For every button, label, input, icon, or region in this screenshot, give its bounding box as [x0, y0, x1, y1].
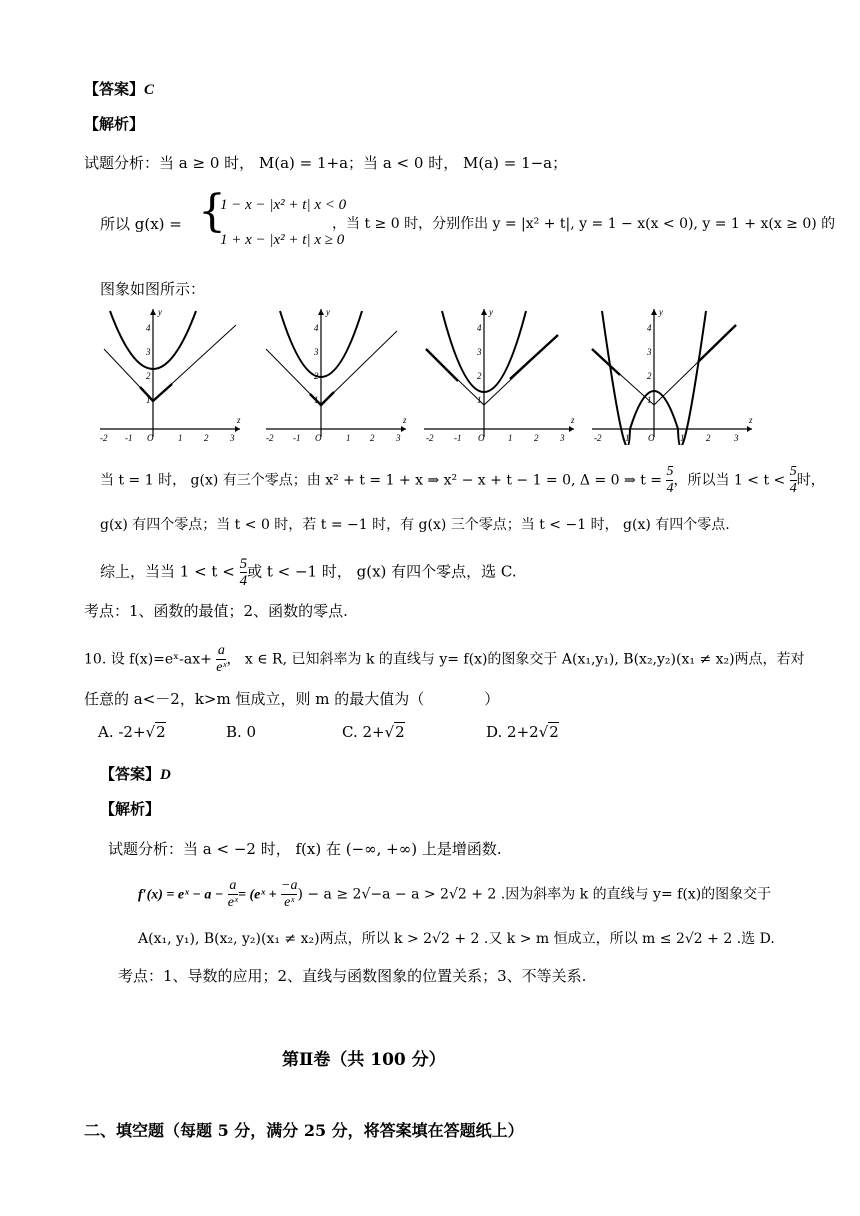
q9-frac-2: [790, 464, 797, 497]
q9-line6b: 或 t < −1 时， g(x) 有四个零点，选 C.: [247, 562, 517, 581]
q9-line3: 图象如图所示：: [100, 280, 206, 298]
q9-line4a: 当 t = 1 时， g(x) 有三个零点；由 x² + t = 1 + x ⇒ x² − x + t − 1 = 0, Δ = 0 ⇒ t =: [100, 472, 663, 489]
q10-frac-2-num: −a: [281, 878, 298, 893]
q9-answer-label: 【答案】: [84, 80, 145, 98]
q9-frac-1-den: 4: [666, 481, 674, 496]
q10-answer-label: 【答案】: [100, 765, 161, 783]
q9-line1: 试题分析：当 a ≥ 0 时， M(a) = 1+a；当 a < 0 时， M(a) = 1−a；: [84, 154, 568, 172]
q10-option-a: [98, 723, 166, 741]
q10-line1: 试题分析：当 a < −2 时， f(x) 在 (−∞, +∞) 上是增函数.: [108, 840, 502, 858]
graph-4-tick-x3: 1: [680, 433, 685, 443]
q9-line4c: 时，: [796, 472, 825, 489]
q10-option-c-label: C. 2+: [342, 723, 385, 741]
q9-line5: g(x) 有四个零点；当 t < 0 时，若 t = −1 时，有 g(x) 三个零点；当 t < −1 时， g(x) 有四个零点.: [100, 517, 730, 533]
q10-stem-frac: [216, 643, 226, 676]
graph-1: [96, 305, 246, 445]
graph-4-origin: O: [648, 433, 655, 443]
q10-stem-b: ， x ∈ R, 已知斜率为 k 的直线与 y= f(x)的图象交于 A(x₁,y₁), B(x₂,y₂)(x₁ ≠ x₂)两点，若对: [226, 651, 805, 668]
graph-1-tick-x5: 3: [230, 433, 235, 443]
graph-1-tick-y4: 4: [146, 323, 151, 333]
q10-option-b: [226, 723, 256, 741]
q10-stem-line2: 任意的 a<－2，k>m 恒成立，则 m 的最大值为（ ）: [84, 690, 500, 708]
graph-3-tick-x0: -2: [426, 433, 434, 443]
q10-option-d-sqrt-sign: √: [538, 723, 549, 741]
graph-4: [588, 305, 758, 445]
q10-answer-value: D: [160, 767, 171, 783]
q10-frac-2: [281, 878, 297, 911]
graph-1-tick-x0: -2: [100, 433, 108, 443]
q9-frac-3-den: 4: [239, 573, 248, 589]
graph-4-axis-x: z: [749, 415, 753, 425]
graph-2-tick-x3: 1: [346, 433, 351, 443]
graph-3-tick-y3: 3: [477, 347, 482, 357]
graph-2: [262, 305, 412, 445]
q10-line2: [138, 878, 771, 911]
graph-4-tick-y3: 3: [647, 347, 652, 357]
q9-frac-2-den: 4: [789, 481, 797, 496]
q10-kaodian: 考点：1、导数的应用；2、直线与函数图象的位置关系；3、不等关系.: [118, 967, 587, 985]
graph-4-tick-x5: 3: [734, 433, 739, 443]
graph-1-tick-y2: 2: [146, 371, 151, 381]
q9-line6a: 综上，当当 1 < t <: [100, 562, 235, 581]
q9-case1: 1 − x − |x² + t| x < 0: [220, 197, 347, 213]
graph-2-tick-x1: -1: [293, 433, 301, 443]
graph-2-tick-y1: 1: [314, 395, 319, 405]
q9-line4b: ，所以当 1 < t <: [673, 472, 786, 489]
graph-1-tick-x3: 1: [178, 433, 183, 443]
graph-2-tick-x0: -2: [266, 433, 274, 443]
q10-line2a: f′(x) = eˣ − a −: [138, 887, 224, 903]
q9-brace: {: [198, 186, 226, 237]
q10-option-a-label: A. -2+: [98, 723, 146, 741]
q10-stem-line1: [84, 643, 805, 676]
q10-option-d-label: D. 2+2: [486, 723, 539, 741]
graph-4-tick-x1: -1: [622, 433, 630, 443]
section-title: 第Ⅱ卷（共 100 分）: [282, 1050, 446, 1070]
graph-4-tick-y2: 2: [647, 371, 652, 381]
graph-1-axis-y: y: [158, 307, 162, 317]
graph-4-tick-x0: -2: [594, 433, 602, 443]
graph-2-tick-y3: 3: [314, 347, 319, 357]
q10-answer: [100, 763, 171, 784]
graph-2-tick-x5: 3: [396, 433, 401, 443]
q9-line4: [100, 464, 825, 497]
graph-3-tick-x1: -1: [454, 433, 462, 443]
q9-frac-1-num: 5: [666, 464, 674, 479]
q10-option-d-radicand: 2: [549, 723, 559, 741]
graph-1-tick-y3: 3: [146, 347, 151, 357]
graph-3-tick-y2: 2: [477, 371, 482, 381]
graph-3-tick-x5: 3: [560, 433, 565, 443]
graph-2-tick-y2: 2: [314, 371, 319, 381]
q10-stem-frac-num: a: [217, 643, 225, 658]
q10-option-a-radicand: 2: [156, 723, 166, 741]
graph-3-axis-y: y: [489, 307, 493, 317]
graph-1-axis-x: z: [237, 415, 241, 425]
q9-frac-3: [240, 556, 248, 589]
graph-4-tick-y4: 4: [647, 323, 652, 333]
graph-2-tick-y4: 4: [314, 323, 319, 333]
q10-frac-1: [228, 878, 238, 911]
q9-analysis-label: 【解析】: [84, 115, 145, 133]
graph-3: [420, 305, 580, 445]
q10-option-a-sqrt-sign: √: [145, 723, 156, 741]
q9-line2-suffix: ，当 t ≥ 0 时，分别作出 y = |x² + t|, y = 1 − x(x < 0), y = 1 + x(x ≥ 0) 的: [332, 216, 836, 232]
q9-line6: [100, 556, 517, 589]
graph-1-tick-y1: 1: [146, 395, 151, 405]
q10-stem-a: 10. 设 f(x)=eˣ-ax+: [84, 651, 212, 668]
graph-2-axis-y: y: [326, 307, 330, 317]
graph-3-origin: O: [478, 433, 485, 443]
q10-line2c: ) − a ≥ 2√−a − a > 2√2 + 2 .因为斜率为 k 的直线与 y= f(x)的图象交于: [297, 886, 772, 903]
q10-option-d: [486, 723, 559, 741]
q9-kaodian: 考点：1、函数的最值；2、函数的零点.: [84, 602, 348, 620]
q10-frac-1-num: a: [229, 878, 237, 893]
graph-2-tick-x4: 2: [370, 433, 375, 443]
q10-frac-1-den: eˣ: [227, 895, 238, 910]
graph-2-origin: O: [315, 433, 322, 443]
graph-3-tick-x3: 1: [508, 433, 513, 443]
graph-3-tick-x4: 2: [534, 433, 539, 443]
section-subtitle: 二、填空题（每题 5 分，满分 25 分，将答案填在答题纸上）: [84, 1121, 524, 1140]
graph-1-tick-x1: -1: [125, 433, 133, 443]
graph-4-tick-x4: 2: [706, 433, 711, 443]
q10-line3: A(x₁, y₁), B(x₂, y₂)(x₁ ≠ x₂)两点，所以 k > 2√2 + 2 .又 k > m 恒成立，所以 m ≤ 2√2 + 2 .选 D.: [138, 931, 775, 947]
q9-case2: 1 + x − |x² + t| x ≥ 0: [220, 232, 345, 248]
q10-option-c-radicand: 2: [395, 723, 405, 741]
q10-option-b-label: B. 0: [226, 723, 257, 741]
q9-answer-value: C: [144, 82, 155, 98]
q10-stem-frac-den: eˣ: [216, 660, 227, 675]
q9-line2-prefix: 所以 g(x) =: [100, 215, 182, 233]
q10-frac-2-den: eˣ: [281, 894, 297, 911]
graph-4-axis-y: y: [659, 307, 663, 317]
q9-answer: [84, 78, 154, 99]
graph-2-axis-x: z: [403, 415, 407, 425]
q10-option-c-sqrt-sign: √: [384, 723, 395, 741]
q9-frac-2-num: 5: [789, 464, 797, 479]
graph-3-tick-y1: 1: [477, 395, 482, 405]
graph-1-origin: O: [147, 433, 154, 443]
graph-3-axis-x: z: [571, 415, 575, 425]
q10-option-c: [342, 723, 405, 741]
q9-frac-3-num: 5: [239, 556, 248, 572]
q10-analysis-label: 【解析】: [100, 800, 161, 818]
q10-line2b: = (eˣ +: [237, 887, 277, 903]
graph-4-tick-y1: 1: [647, 395, 652, 405]
graph-3-tick-y4: 4: [477, 323, 482, 333]
graph-1-tick-x4: 2: [204, 433, 209, 443]
